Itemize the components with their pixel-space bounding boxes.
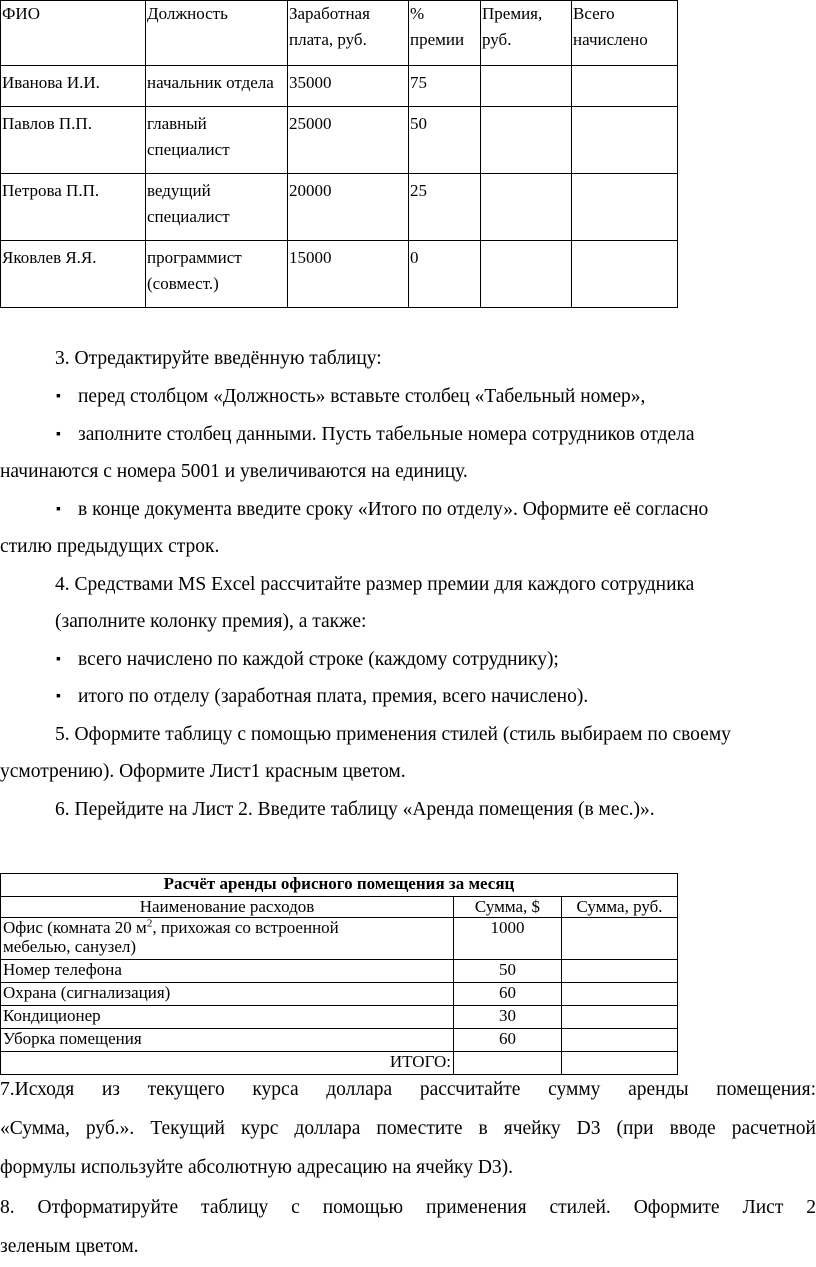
rent-table xyxy=(0,873,678,1075)
step-3-bullet-3: в конце документа введите сроку «Итого по отделу». Оформите её согласно xyxy=(78,499,709,520)
cell-rub xyxy=(562,983,678,1006)
header-bonus: Премия, руб. xyxy=(481,1,572,66)
cell-rub xyxy=(562,918,678,960)
header-usd: Сумма, $ xyxy=(454,897,562,918)
step-8-line-1: 8. Отформатируйте таблицу с помощью применения стилей. Оформите Лист 2 xyxy=(0,1197,816,1218)
cell-bonus xyxy=(481,66,572,107)
cell-percent: 25 xyxy=(409,174,481,241)
step-4-line-2: (заполните колонку премия), а также: xyxy=(55,611,367,632)
cell-name: Петрова П.П. xyxy=(1,174,146,241)
header-position: Должность xyxy=(146,1,288,66)
cell-item: Кондиционер xyxy=(1,1006,454,1029)
step-7-line-1: 7.Исходя из текущего курса доллара рассчитайте сумму аренды помещения: xyxy=(0,1079,816,1100)
header-percent: % премии xyxy=(409,1,481,66)
cell-total xyxy=(572,241,678,308)
rent-title-row xyxy=(1,874,678,897)
cell-percent: 75 xyxy=(409,66,481,107)
table-row xyxy=(1,174,678,241)
table-row xyxy=(1,918,678,960)
cell-name: Яковлев Я.Я. xyxy=(1,241,146,308)
step-7-line-3: формулы используйте абсолютную адресацию на ячейку D3). xyxy=(0,1157,514,1178)
cell-item: Охрана (сигнализация) xyxy=(1,983,454,1006)
step-4-line-1: 4. Средствами MS Excel рассчитайте размер премии для каждого сотрудника xyxy=(55,574,695,595)
cell-usd: 50 xyxy=(454,960,562,983)
cell-total xyxy=(572,107,678,174)
step-7-line-2: «Сумма, руб.». Текущий курс доллара поместите в ячейку D3 (при вводе расчетной xyxy=(0,1118,816,1139)
cell-position: программист (совмест.) xyxy=(146,241,288,308)
cell-total xyxy=(572,174,678,241)
bullet-icon: ▪ xyxy=(56,652,61,667)
header-salary: Заработная плата, руб. xyxy=(288,1,409,66)
step-4-bullet-1: всего начислено по каждой строке (каждому сотруднику); xyxy=(78,649,559,670)
cell-salary: 25000 xyxy=(288,107,409,174)
cell-usd xyxy=(454,1052,562,1075)
rent-total-row xyxy=(1,1052,678,1075)
cell-item: Офис (комната 20 $м^2$, прихожая со встроенной мебелью, санузел) xyxy=(1,918,454,960)
table-row xyxy=(1,983,678,1006)
step-5-line-2: усмотрению). Оформите Лист1 красным цветом. xyxy=(0,761,406,782)
table-row xyxy=(1,1006,678,1029)
step-3-bullet-3-cont: стилю предыдущих строк. xyxy=(0,536,220,557)
header-item: Наименование расходов xyxy=(1,897,454,918)
cell-rub xyxy=(562,1006,678,1029)
bullet-icon: ▪ xyxy=(56,427,61,442)
step-8-line-2: зеленым цветом. xyxy=(0,1236,139,1257)
cell-salary: 20000 xyxy=(288,174,409,241)
cell-percent: 0 xyxy=(409,241,481,308)
table-row xyxy=(1,960,678,983)
table-header-row xyxy=(1,1,678,66)
table-row xyxy=(1,1029,678,1052)
bullet-icon: ▪ xyxy=(56,502,61,517)
header-total: Всего начислено xyxy=(572,1,678,66)
header-name: ФИО xyxy=(1,1,146,66)
cell-item: Уборка помещения xyxy=(1,1029,454,1052)
cell-usd: 60 xyxy=(454,983,562,1006)
cell-rub xyxy=(562,1052,678,1075)
cell-salary: 15000 xyxy=(288,241,409,308)
cell-bonus xyxy=(481,241,572,308)
step-3-bullet-1: перед столбцом «Должность» вставьте столбец «Табельный номер», xyxy=(78,386,646,407)
step-3-text: 3. Отредактируйте введённую таблицу: xyxy=(55,348,382,369)
cell-usd: 30 xyxy=(454,1006,562,1029)
cell-name: Павлов П.П. xyxy=(1,107,146,174)
step-4-bullet-2: итого по отделу (заработная плата, премия, всего начислено). xyxy=(78,686,589,707)
cell-bonus xyxy=(481,107,572,174)
step-3-bullet-2-cont: начинаются с номера 5001 и увеличиваются на единицу. xyxy=(0,461,468,482)
cell-rub xyxy=(562,1029,678,1052)
bullet-icon: ▪ xyxy=(56,389,61,404)
cell-rub xyxy=(562,960,678,983)
cell-name: Иванова И.И. xyxy=(1,66,146,107)
cell-position: ведущий специалист xyxy=(146,174,288,241)
cell-usd: 60 xyxy=(454,1029,562,1052)
step-6-text: 6. Перейдите на Лист 2. Введите таблицу «Аренда помещения (в мес.)». xyxy=(55,799,655,820)
cell-position: главный специалист xyxy=(146,107,288,174)
header-rub: Сумма, руб. xyxy=(562,897,678,918)
staff-table xyxy=(0,0,678,308)
rent-table-title: Расчёт аренды офисного помещения за месяц xyxy=(1,874,678,897)
rent-header-row xyxy=(1,897,678,918)
step-5-line-1: 5. Оформите таблицу с помощью применения стилей (стиль выбираем по своему xyxy=(55,724,731,745)
total-label: ИТОГО: xyxy=(1,1052,454,1075)
cell-total xyxy=(572,66,678,107)
table-row xyxy=(1,241,678,308)
cell-bonus xyxy=(481,174,572,241)
step-3-bullet-2: заполните столбец данными. Пусть табельные номера сотрудников отдела xyxy=(78,424,695,445)
cell-position: начальник отдела xyxy=(146,66,288,107)
table-row xyxy=(1,66,678,107)
table-row xyxy=(1,107,678,174)
cell-usd: 1000 xyxy=(454,918,562,960)
cell-item: Номер телефона xyxy=(1,960,454,983)
bullet-icon: ▪ xyxy=(56,689,61,704)
cell-percent: 50 xyxy=(409,107,481,174)
cell-salary: 35000 xyxy=(288,66,409,107)
